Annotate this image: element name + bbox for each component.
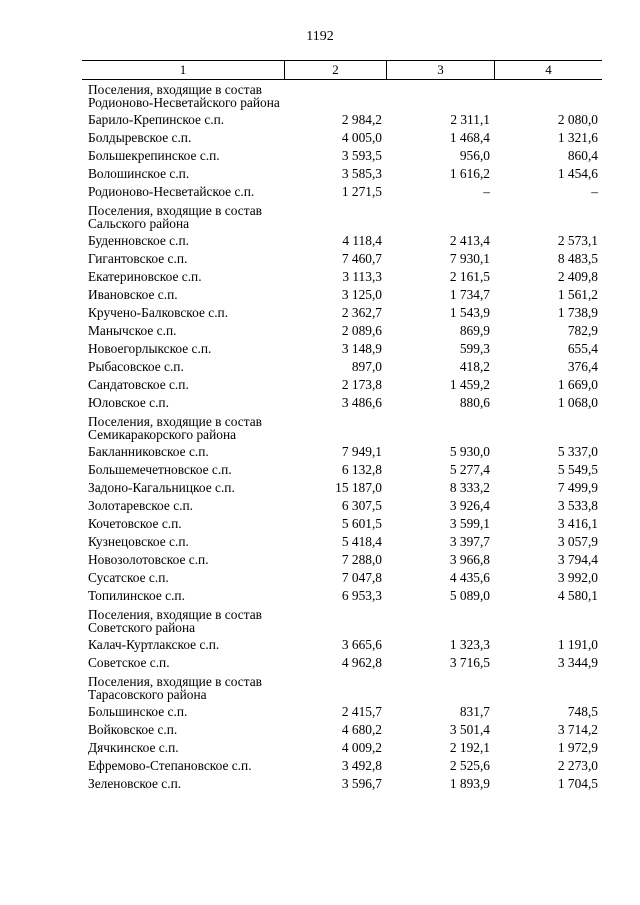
settlement-name: Дячкинское с.п. bbox=[88, 740, 179, 755]
table-row bbox=[82, 721, 602, 739]
section-title: Поселения, входящие в состав Советского района bbox=[88, 607, 262, 635]
value-col-3: 4 435,6 bbox=[449, 570, 490, 585]
settlement-name: Юловское с.п. bbox=[88, 395, 169, 410]
value-col-4: 1 561,2 bbox=[557, 287, 598, 302]
table-row bbox=[82, 654, 602, 672]
value-col-4: 3 992,0 bbox=[557, 570, 598, 585]
table-row bbox=[82, 129, 602, 147]
value-col-2: 6 132,8 bbox=[341, 462, 382, 477]
value-col-3: 1 543,9 bbox=[449, 305, 490, 320]
settlement-name: Гигантовское с.п. bbox=[88, 251, 188, 266]
value-col-2: 897,0 bbox=[351, 359, 382, 374]
settlement-name: Бaрило-Крепинское с.п. bbox=[88, 112, 225, 127]
table-row bbox=[82, 551, 602, 569]
column-header-1: 1 bbox=[179, 62, 187, 77]
value-col-2: 7 460,7 bbox=[341, 251, 382, 266]
value-col-4: 1 454,6 bbox=[557, 166, 598, 181]
table-row bbox=[82, 636, 602, 654]
value-col-4: 5 337,0 bbox=[557, 444, 598, 459]
value-col-4: 2 273,0 bbox=[557, 758, 598, 773]
table-row bbox=[82, 322, 602, 340]
value-col-2: 2 415,7 bbox=[341, 704, 382, 719]
settlement-name: Ефремово-Степановское с.п. bbox=[88, 758, 252, 773]
value-col-3: 831,7 bbox=[459, 704, 490, 719]
settlement-name: Екатериновское с.п. bbox=[88, 269, 202, 284]
settlement-name: Топилинское с.п. bbox=[88, 588, 185, 603]
value-col-3: 1 893,9 bbox=[449, 776, 490, 791]
settlement-name: Советское с.п. bbox=[88, 655, 170, 670]
table-row bbox=[82, 376, 602, 394]
value-col-2: 3 486,6 bbox=[341, 395, 382, 410]
table-row bbox=[82, 461, 602, 479]
value-col-2: 3 593,5 bbox=[341, 148, 382, 163]
value-col-4: 1 669,0 bbox=[557, 377, 598, 392]
table-row bbox=[82, 569, 602, 587]
settlement-name: Сусатское с.п. bbox=[88, 570, 169, 585]
value-col-2: 2 984,2 bbox=[341, 112, 382, 127]
value-col-3: 3 599,1 bbox=[449, 516, 490, 531]
settlement-name: Большинское с.п. bbox=[88, 704, 188, 719]
value-col-3: 869,9 bbox=[459, 323, 490, 338]
value-col-3: 1 323,3 bbox=[449, 637, 490, 652]
value-col-2: 6 953,3 bbox=[341, 588, 382, 603]
value-col-2: 3 113,3 bbox=[342, 269, 382, 284]
table-row bbox=[82, 304, 602, 322]
value-col-3: 3 926,4 bbox=[449, 498, 490, 513]
value-col-3: 1 616,2 bbox=[449, 166, 490, 181]
value-col-4: 3 714,2 bbox=[557, 722, 598, 737]
value-col-4: 3 344,9 bbox=[557, 655, 598, 670]
value-col-3: 3 397,7 bbox=[449, 534, 490, 549]
value-col-2: 3 665,6 bbox=[341, 637, 382, 652]
value-col-2: 3 148,9 bbox=[341, 341, 382, 356]
settlement-name: Сандатовское с.п. bbox=[88, 377, 189, 392]
settlement-name: Новоегорлыкское с.п. bbox=[88, 341, 212, 356]
value-col-3: 1 459,2 bbox=[449, 377, 490, 392]
table-row bbox=[82, 358, 602, 376]
settlement-name: Болдыревское с.п. bbox=[88, 130, 192, 145]
value-col-4: 2 409,8 bbox=[557, 269, 598, 284]
table-row bbox=[82, 147, 602, 165]
table-row bbox=[82, 703, 602, 721]
value-col-3: 2 311,1 bbox=[450, 112, 490, 127]
value-col-2: 4 009,2 bbox=[341, 740, 382, 755]
table-row bbox=[82, 739, 602, 757]
table-header-row bbox=[82, 60, 602, 80]
value-col-3: 7 930,1 bbox=[449, 251, 490, 266]
section-title: Поселения, входящие в состав Тарасовского района bbox=[88, 674, 262, 702]
value-col-4: 1 191,0 bbox=[557, 637, 598, 652]
value-col-2: 3 125,0 bbox=[341, 287, 382, 302]
value-col-2: 4 118,4 bbox=[342, 233, 382, 248]
settlement-name: Войковское с.п. bbox=[88, 722, 178, 737]
value-col-3: 5 277,4 bbox=[449, 462, 490, 477]
table-row bbox=[82, 775, 602, 793]
table-row bbox=[82, 268, 602, 286]
budget-table bbox=[82, 60, 602, 793]
value-col-2: 1 271,5 bbox=[341, 184, 382, 199]
value-col-3: 599,3 bbox=[459, 341, 490, 356]
value-col-3: 2 525,6 bbox=[449, 758, 490, 773]
value-col-3: 3 966,8 bbox=[449, 552, 490, 567]
value-col-2: 7 288,0 bbox=[341, 552, 382, 567]
table-body bbox=[82, 80, 602, 793]
table-row bbox=[82, 340, 602, 358]
value-col-4: 5 549,5 bbox=[557, 462, 598, 477]
table-row bbox=[82, 533, 602, 551]
value-col-2: 15 187,0 bbox=[335, 480, 382, 495]
table-row bbox=[82, 479, 602, 497]
value-col-3: 3 716,5 bbox=[449, 655, 490, 670]
value-col-4: – bbox=[591, 184, 598, 199]
value-col-4: 1 704,5 bbox=[557, 776, 598, 791]
value-col-3: 1 468,4 bbox=[449, 130, 490, 145]
settlement-name: Новозолотовское с.п. bbox=[88, 552, 209, 567]
value-col-2: 4 005,0 bbox=[341, 130, 382, 145]
value-col-4: 3 416,1 bbox=[557, 516, 598, 531]
value-col-3: 8 333,2 bbox=[449, 480, 490, 495]
value-col-3: 5 930,0 bbox=[449, 444, 490, 459]
settlement-name: Зеленовское с.п. bbox=[88, 776, 182, 791]
table-row bbox=[82, 587, 602, 605]
column-header-4: 4 bbox=[494, 61, 602, 79]
value-col-4: 1 738,9 bbox=[557, 305, 598, 320]
column-header-2: 2 bbox=[284, 61, 386, 79]
settlement-name: Родионово-Несветайское с.п. bbox=[88, 184, 255, 199]
value-col-4: 748,5 bbox=[567, 704, 598, 719]
table-row bbox=[82, 250, 602, 268]
table-row bbox=[82, 183, 602, 201]
value-col-3: 5 089,0 bbox=[449, 588, 490, 603]
table-row bbox=[82, 165, 602, 183]
value-col-4: 2 573,1 bbox=[557, 233, 598, 248]
value-col-4: 8 483,5 bbox=[557, 251, 598, 266]
value-col-2: 2 089,6 bbox=[341, 323, 382, 338]
table-row bbox=[82, 497, 602, 515]
value-col-3: 880,6 bbox=[459, 395, 490, 410]
value-col-4: 376,4 bbox=[567, 359, 598, 374]
value-col-2: 3 492,8 bbox=[341, 758, 382, 773]
settlement-name: Буденновское с.п. bbox=[88, 233, 189, 248]
column-header-3: 3 bbox=[386, 61, 494, 79]
value-col-2: 2 173,8 bbox=[341, 377, 382, 392]
table-row bbox=[82, 111, 602, 129]
value-col-2: 4 962,8 bbox=[341, 655, 382, 670]
settlement-name: Кручено-Балковское с.п. bbox=[88, 305, 229, 320]
settlement-name: Кузнецовское с.п. bbox=[88, 534, 189, 549]
section-title: Поселения, входящие в состав Семикаракорского района bbox=[88, 414, 262, 442]
value-col-3: 1 734,7 bbox=[449, 287, 490, 302]
table-row bbox=[82, 515, 602, 533]
table-row bbox=[82, 443, 602, 461]
value-col-3: 3 501,4 bbox=[449, 722, 490, 737]
value-col-4: 7 499,9 bbox=[557, 480, 598, 495]
settlement-name: Бакланниковское с.п. bbox=[88, 444, 209, 459]
value-col-4: 1 321,6 bbox=[557, 130, 598, 145]
value-col-2: 7 949,1 bbox=[341, 444, 382, 459]
value-col-2: 5 418,4 bbox=[341, 534, 382, 549]
section-title: Поселения, входящие в состав Родионово-Несветайского района bbox=[88, 82, 280, 110]
settlement-name: Большемечетновское с.п. bbox=[88, 462, 232, 477]
value-col-3: 956,0 bbox=[459, 148, 490, 163]
table-row bbox=[82, 286, 602, 304]
value-col-4: 2 080,0 bbox=[557, 112, 598, 127]
value-col-3: 2 413,4 bbox=[449, 233, 490, 248]
value-col-2: 2 362,7 bbox=[341, 305, 382, 320]
value-col-4: 3 057,9 bbox=[557, 534, 598, 549]
value-col-4: 1 068,0 bbox=[557, 395, 598, 410]
settlement-name: Золотаревское с.п. bbox=[88, 498, 193, 513]
value-col-3: 418,2 bbox=[459, 359, 490, 374]
settlement-name: Калач-Куртлакское с.п. bbox=[88, 637, 220, 652]
value-col-4: 3 533,8 bbox=[557, 498, 598, 513]
value-col-3: 2 161,5 bbox=[449, 269, 490, 284]
settlement-name: Рыбасовское с.п. bbox=[88, 359, 184, 374]
value-col-2: 6 307,5 bbox=[341, 498, 382, 513]
section-title: Поселения, входящие в состав Сальского района bbox=[88, 203, 262, 231]
value-col-4: 4 580,1 bbox=[557, 588, 598, 603]
value-col-2: 3 596,7 bbox=[341, 776, 382, 791]
settlement-name: Задоно-Кагальницкое с.п. bbox=[88, 480, 235, 495]
value-col-4: 860,4 bbox=[567, 148, 598, 163]
table-row bbox=[82, 757, 602, 775]
table-row bbox=[82, 232, 602, 250]
table-row bbox=[82, 394, 602, 412]
value-col-2: 4 680,2 bbox=[341, 722, 382, 737]
value-col-4: 3 794,4 bbox=[557, 552, 598, 567]
value-col-2: 3 585,3 bbox=[341, 166, 382, 181]
value-col-2: 5 601,5 bbox=[341, 516, 382, 531]
settlement-name: Волошинское с.п. bbox=[88, 166, 190, 181]
value-col-3: 2 192,1 bbox=[449, 740, 490, 755]
value-col-4: 782,9 bbox=[567, 323, 598, 338]
settlement-name: Кочетовское с.п. bbox=[88, 516, 182, 531]
settlement-name: Ивановское с.п. bbox=[88, 287, 178, 302]
page-number: 1192 bbox=[306, 29, 334, 44]
value-col-3: – bbox=[483, 184, 490, 199]
settlement-name: Большекрепинское с.п. bbox=[88, 148, 220, 163]
settlement-name: Манычское с.п. bbox=[88, 323, 177, 338]
value-col-2: 7 047,8 bbox=[341, 570, 382, 585]
value-col-4: 1 972,9 bbox=[557, 740, 598, 755]
value-col-4: 655,4 bbox=[567, 341, 598, 356]
